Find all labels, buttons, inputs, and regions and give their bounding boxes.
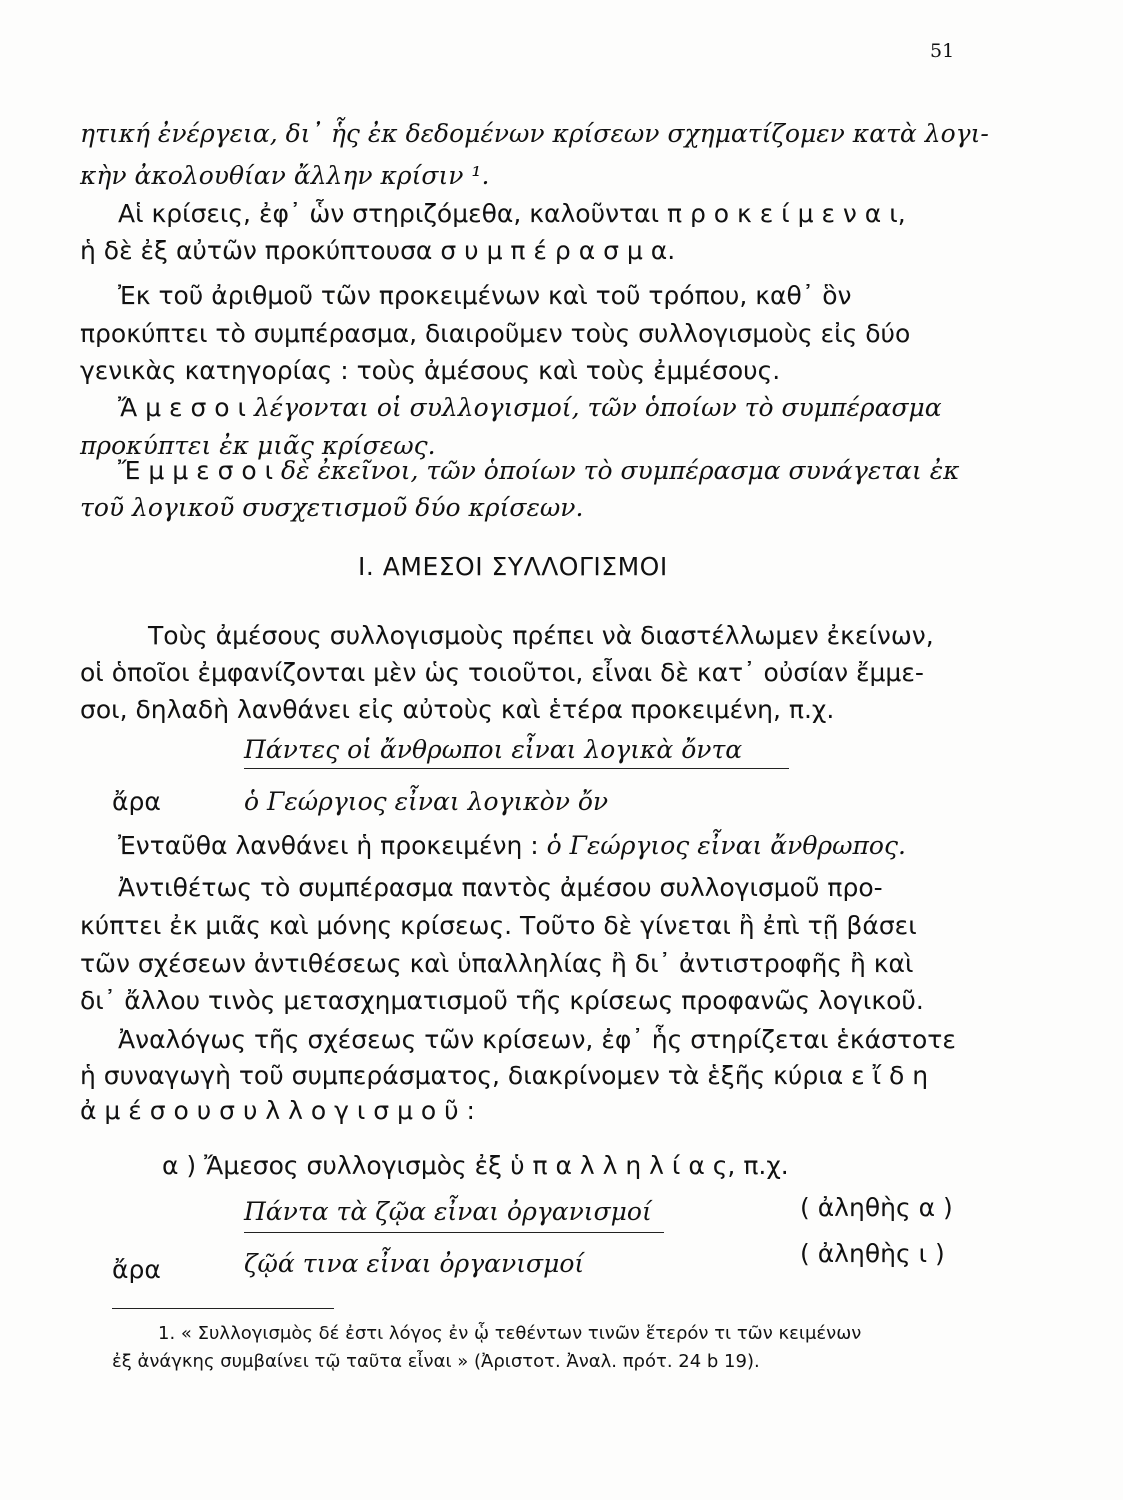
text-line: [80, 235, 675, 267]
text-line: τῶν σχέσεων ἀντιθέσεως καὶ ὑπαλληλίας ἢ δι᾽ ἀντιστροφῆς ἢ καὶ: [80, 949, 914, 978]
spaced-term: ε ἴ δ η: [851, 1061, 929, 1090]
spaced-term: π ρ ο κ ε ί μ ε ν α ι,: [666, 199, 906, 228]
footnote-line: 1. « Συλλογισμὸς δέ ἐστι λόγος ἐν ᾧ τεθέντων τινῶν ἕτερόν τι τῶν κειμένων: [158, 1323, 862, 1344]
text-line: δι᾽ ἄλλου τινὸς μετασχηματισμοῦ τῆς κρίσεως προφανῶς λογικοῦ.: [80, 986, 924, 1015]
text-line: Τοὺς ἀμέσους συλλογισμοὺς πρέπει νὰ διαστέλλωμεν ἐκείνων,: [148, 621, 934, 650]
spaced-term: Ἔ μ μ ε σ ο ι: [118, 456, 274, 485]
text-fragment: ὁ Γεώργιος εἶναι ἄνθρωπος.: [546, 831, 906, 860]
syllogism-rule: [244, 1232, 664, 1233]
text-line: οἱ ὁποῖοι ἐμφανίζονται μὲν ὡς τοιοῦτοι, εἶναι δὲ κατ᾽ οὐσίαν ἔμμε-: [80, 658, 924, 687]
footnote-line: ἐξ ἀνάγκης συμβαίνει τῷ ταῦτα εἶναι » (Ἀριστοτ. Ἀναλ. πρότ. 24 b 19).: [112, 1351, 760, 1372]
footnote-rule: [112, 1308, 334, 1309]
text-line: [80, 1060, 928, 1092]
spaced-term: ἀ μ έ σ ο υ σ υ λ λ ο γ ι σ μ ο ῦ :: [80, 1096, 475, 1125]
text-line: Ἀντιθέτως τὸ συμπέρασμα παντὸς ἀμέσου συλλογισμοῦ προ-: [118, 873, 883, 902]
text-line: [118, 455, 960, 487]
page-number: 51: [930, 40, 955, 62]
text-line: τοῦ λογικοῦ συσχετισμοῦ δύο κρίσεων.: [80, 493, 584, 522]
list-item: [162, 1150, 789, 1182]
ara-label: ἄρα: [112, 1255, 161, 1284]
text-line: Ἀναλόγως τῆς σχέσεως τῶν κρίσεων, ἐφ᾽ ἧς στηρίζεται ἑκάστοτε: [118, 1025, 956, 1054]
text-line: σοι, δηλαδὴ λανθάνει εἰς αὐτοὺς καὶ ἑτέρα προκειμένη, π.χ.: [80, 695, 835, 724]
spaced-term: ὑ π α λ λ η λ ί α ς,: [510, 1151, 736, 1180]
text-fragment: λέγονται οἱ συλλογισμοί, τῶν ὁποίων τὸ συμπέρασμα: [253, 393, 942, 422]
text-line: κύπτει ἐκ μιᾶς καὶ μόνης κρίσεως. Τοῦτο δὲ γίνεται ἢ ἐπὶ τῇ βάσει: [80, 911, 917, 940]
text-fragment: π.χ.: [743, 1151, 789, 1180]
text-fragment: ἡ δὲ ἐξ αὐτῶν προκύπτουσα: [80, 236, 433, 265]
spaced-term: σ υ μ π έ ρ α σ μ α.: [440, 236, 676, 265]
item-label: α ) Ἄμεσος συλλογισμὸς ἐξ: [162, 1151, 503, 1180]
text-line: [118, 830, 906, 862]
ara-label: ἄρα: [112, 787, 161, 816]
premise: Πάντες οἱ ἄνθρωποι εἶναι λογικὰ ὄντα: [244, 735, 743, 764]
text-line: προκύπτει τὸ συμπέρασμα, διαιροῦμεν τοὺς συλλογισμοὺς εἰς δύο: [80, 319, 911, 348]
truth-tag: ( ἀληθὴς α ): [800, 1193, 953, 1222]
text-line: προκύπτει ἐκ μιᾶς κρίσεως.: [80, 431, 436, 460]
text-fragment: δὲ ἐκεῖνοι, τῶν ὁποίων τὸ συμπέρασμα συνάγεται ἐκ: [281, 456, 960, 485]
text-fragment: Ἐνταῦθα λανθάνει ἡ προκειμένη :: [118, 831, 539, 860]
text-line: Ἐκ τοῦ ἀριθμοῦ τῶν προκειμένων καὶ τοῦ τρόπου, καθ᾽ ὃν: [118, 281, 852, 310]
conclusion: ζῷά τινα εἶναι ὀργανισμοί: [244, 1249, 585, 1278]
spaced-term: Ἄ μ ε σ ο ι: [118, 393, 246, 422]
text-line: γενικὰς κατηγορίας : τοὺς ἀμέσους καὶ τοὺς ἐμμέσους.: [80, 356, 781, 385]
text-line: ητική ἐνέργεια, δι᾽ ἧς ἐκ δεδομένων κρίσεων σχηματίζομεν κατὰ λογι-: [80, 119, 989, 148]
text-fragment: Αἱ κρίσεις, ἐφ᾽ ὧν στηριζόμεθα, καλοῦνται: [118, 199, 660, 228]
syllogism-rule: [244, 768, 789, 769]
conclusion: ὁ Γεώργιος εἶναι λογικὸν ὄν: [244, 787, 609, 816]
premise: Πάντα τὰ ζῷα εἶναι ὀργανισμοί: [244, 1197, 652, 1226]
text-line: [118, 198, 906, 230]
text-fragment: ἡ συναγωγὴ τοῦ συμπεράσματος, διακρίνομεν τὰ ἑξῆς κύρια: [80, 1061, 844, 1090]
truth-tag: ( ἀληθὴς ι ): [800, 1239, 945, 1268]
section-heading: I. ΑΜΕΣΟΙ ΣΥΛΛΟΓΙΣΜΟΙ: [358, 552, 668, 581]
text-line: κὴν ἀκολουθίαν ἄλλην κρίσιν ¹.: [80, 161, 490, 190]
text-line: [118, 392, 942, 424]
